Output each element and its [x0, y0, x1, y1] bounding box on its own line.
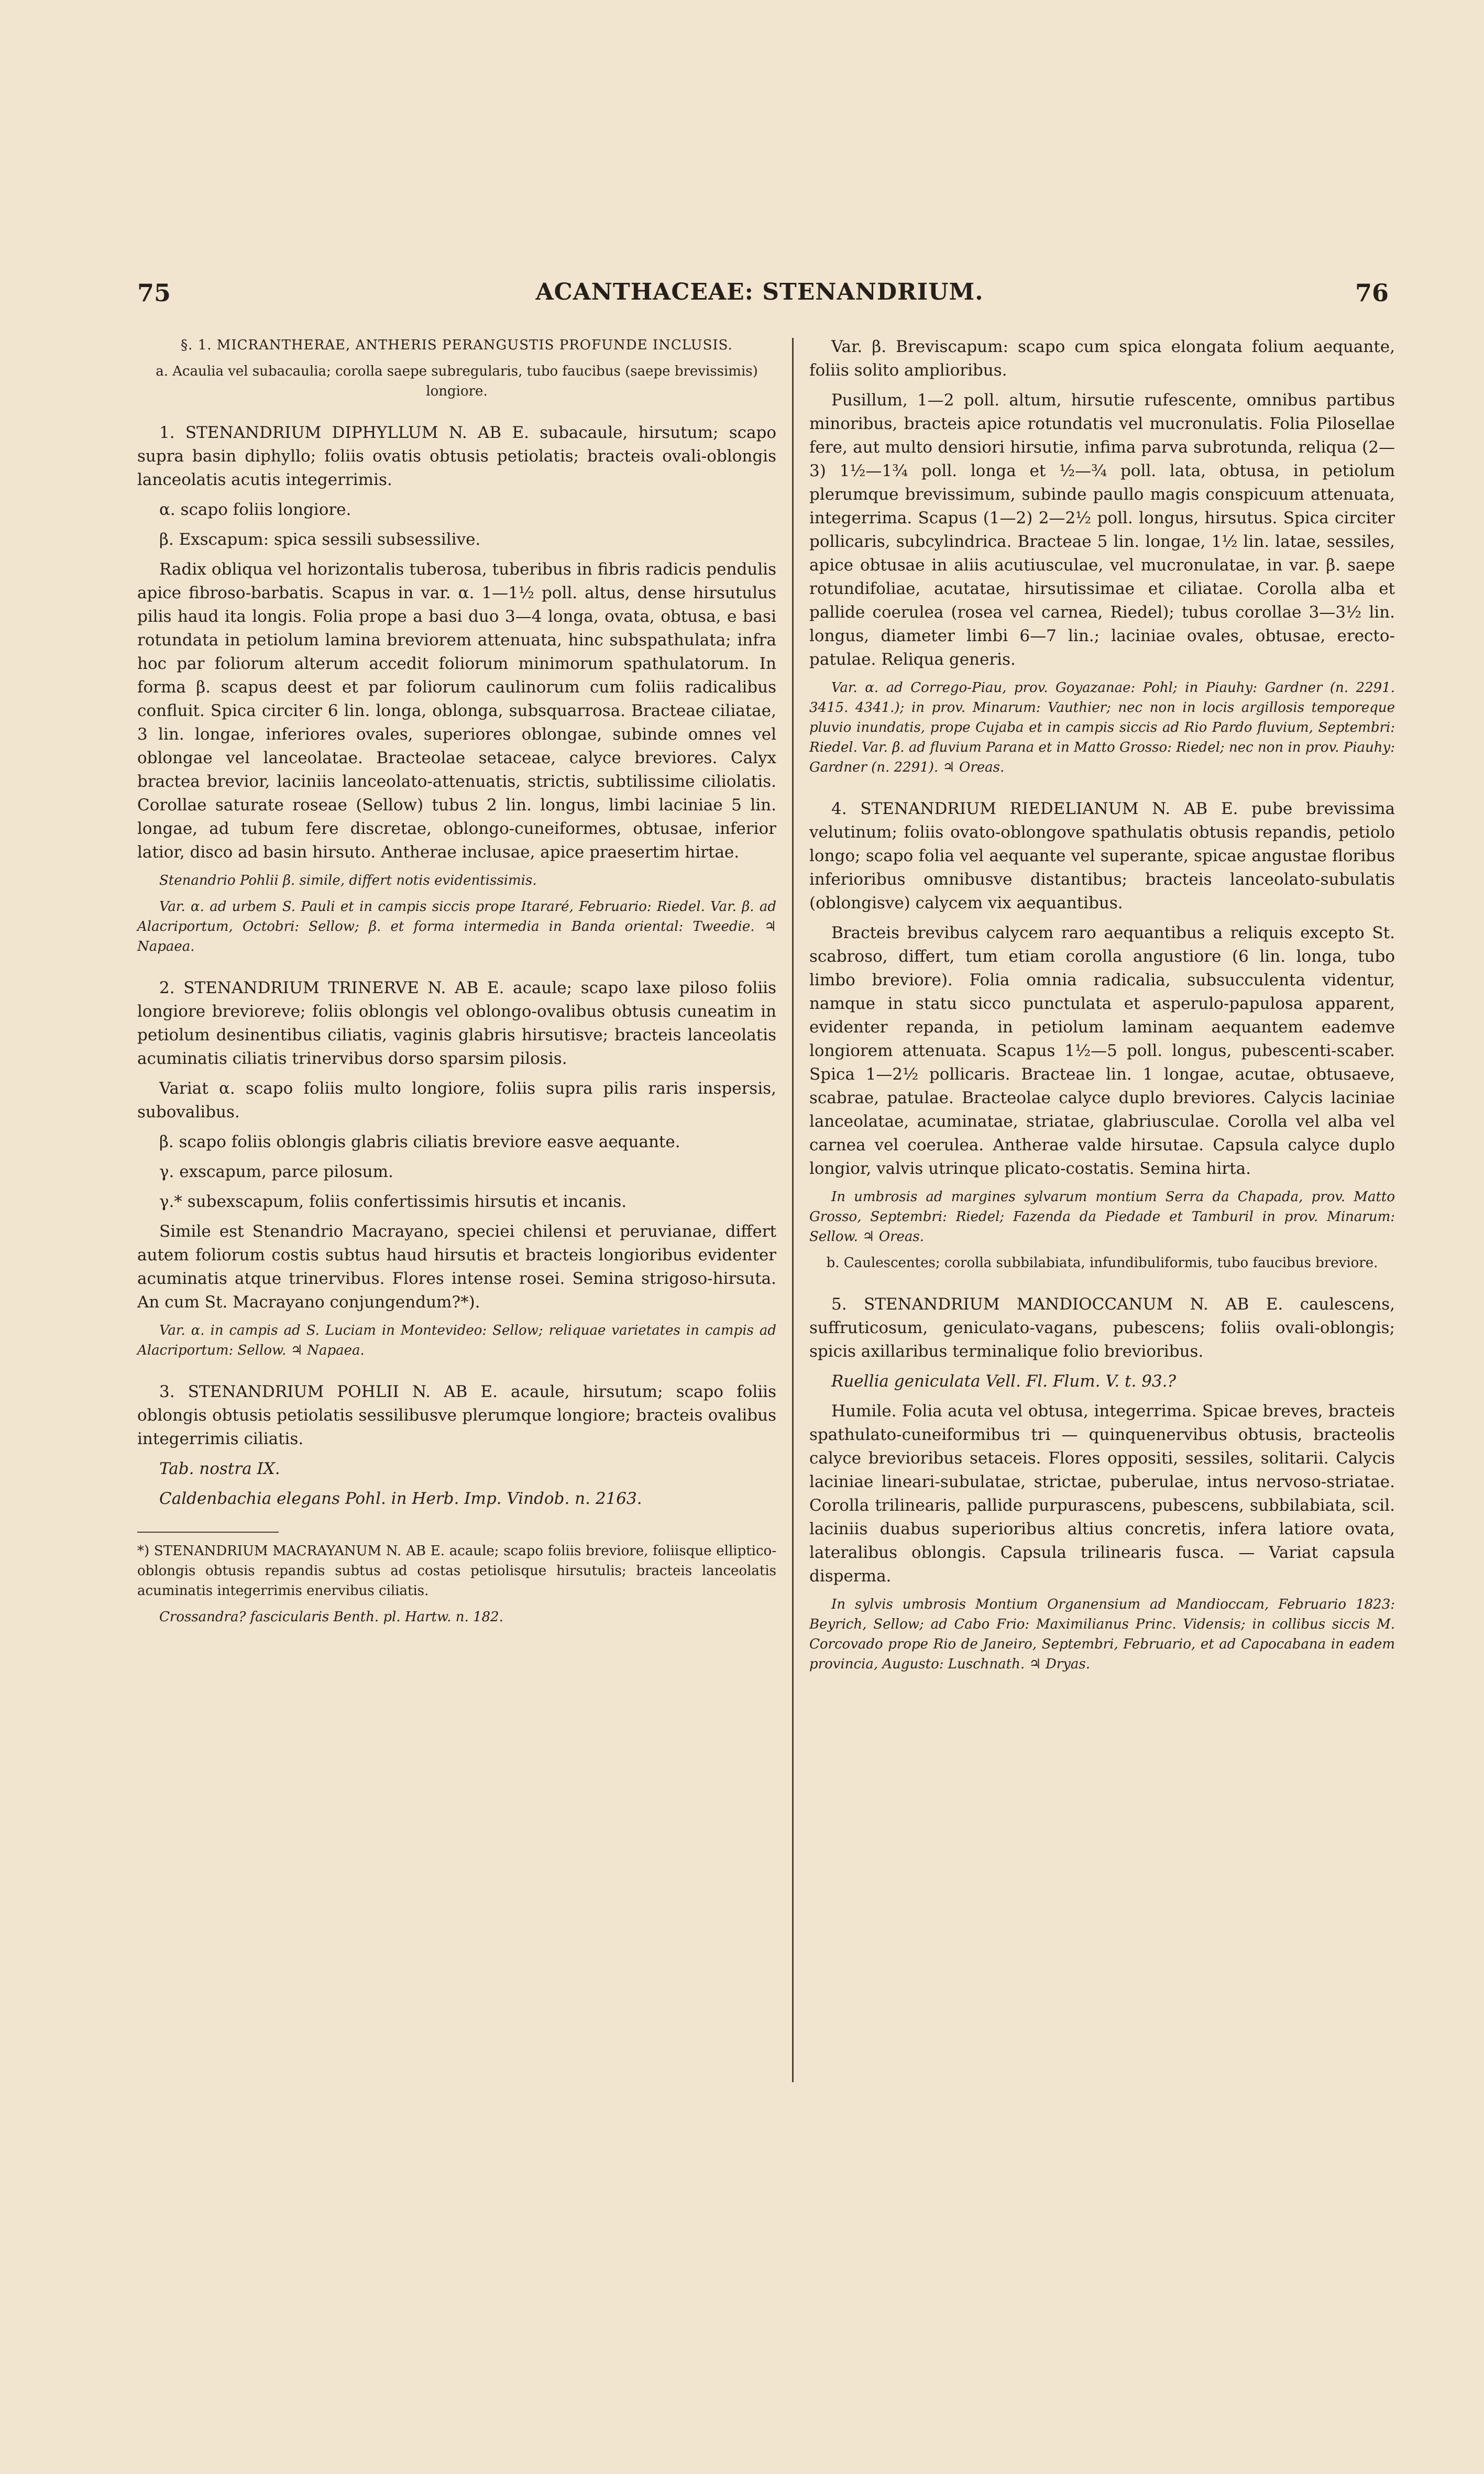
section-heading: §. 1. MICRANTHERAE, ANTHERIS PERANGUSTIS PROFUNDE INCLUSIS. — [181, 337, 733, 353]
synonym: Ruellia geniculata Vell. Fl. Flum. V. t. 93.? — [831, 1372, 1177, 1391]
variety-line: β. Exscapum: spica sessili subsessilive. — [159, 530, 481, 549]
subsection-heading: a. Acaulia vel subacaulia; corolla saepe subregularis, tubo faucibus (saepe brevissimis) longiore. — [156, 364, 758, 399]
locality: In umbrosis ad margines sylvarum montium Serra da Chapada, prov. Matto Grosso, Septembri: Riedel; Fazenda da Piedade et Tamburil in prov. Minarum: Sellow. ♃ Oreas. — [809, 1189, 1395, 1245]
description: Pusillum, 1—2 poll. altum, hirsutie rufescente, omnibus partibus minoribus, bracteis apice rotundatis vel mucronulatis. Folia Pilosellae fere, aut multo densiori hirsutie, infima parva subrotunda, reliqua (2—3) 1½—1¾ poll. longa et ½—¾ poll. lata, obtusa, in petiolum plerumque brevissimum, subinde paullo magis conspicuum attenuata, integerrima. Scapus (1—2) 2—2½ poll. longus, hirsutus. Spica circiter pollicaris, subcylindrica. Bracteae 5 lin. longae, 1½ lin. latae, sessiles, apice obtusae in aliis acutiusculae, vel mucronulatae, in var. β. saepe rotundifoliae, acutatae, hirsutissimae et ciliatae. Corolla alba et pallide coerulea (rosea vel carnea, Riedel); tubus corollae 3—3½ lin. longus, diameter limbi 6—7 lin.; laciniae ovales, obtusae, erecto-patulae. Reliqua generis. — [809, 391, 1395, 669]
description: Humile. Folia acuta vel obtusa, integerrima. Spicae breves, bracteis spathulato-cuneiformibus tri — quinquenervibus obtusis, bracteolis calyce brevioribus setaceis. Flores oppositi, sessiles, solitarii. Calycis laciniae lineari-subulatae, strictae, puberulae, intus nervoso-striatae. Corolla trilinearis, pallide purpurascens, pubescens, subbilabiata, scil. laciniis duabus superioribus altius concretis, infera latiore ovata, lateralibus oblongis. Capsula trilinearis fusca. — Variat capsula disperma. — [809, 1402, 1395, 1586]
note: Stenandrio Pohlii β. simile, differt notis evidentissimis. — [159, 873, 537, 888]
page-number-right: 76 — [1355, 279, 1389, 307]
locality: Var. α. ad Corrego-Piau, prov. Goyazanae: Pohl; in Piauhy: Gardner (n. 2291. 3415. 4341.); in prov. Minarum: Vauthier; nec non in locis argillosis temporeque pluvio inundatis, prope Cujaba et in campis siccis ad Rio Pardo fluvium, Septembri: Riedel. Var. β. ad fluvium Parana et in Matto Grosso: Riedel; nec non in prov. Piauhy: Gardner (n. 2291). ♃ Oreas. — [809, 680, 1395, 775]
footnote-rule — [137, 1532, 279, 1533]
species-diagnosis: 2. STENANDRIUM TRINERVE N. AB E. acaule; scapo laxe piloso foliis longiore brevioreve; foliis oblongis vel oblongo-ovalibus obtusis cuneatim in petiolum desinentibus ciliatis, vaginis glabris hirsutisve; bracteis lanceolatis acuminatis ciliatis trinervibus dorso sparsim pilosis. — [137, 978, 776, 1068]
variety-line: Variat α. scapo foliis multo longiore, foliis supra pilis raris inspersis, subovalibus. — [137, 1079, 776, 1121]
right-column — [809, 335, 1395, 1680]
variety-line: β. scapo foliis oblongis glabris ciliatis breviore easve aequante. — [159, 1132, 680, 1151]
species-diagnosis: 1. STENANDRIUM DIPHYLLUM N. AB E. subacaule, hirsutum; scapo supra basin diphyllo; foliis ovatis obtusis petiolatis; bracteis ovali-oblongis lanceolatis acutis integerrimis. — [137, 423, 776, 489]
running-title: ACANTHACEAE: STENANDRIUM. — [535, 279, 984, 305]
page-number-left: 75 — [137, 279, 171, 307]
description: Radix obliqua vel horizontalis tuberosa, tuberibus in fibris radicis pendulis apice fibroso-barbatis. Scapus in var. α. 1—1½ poll. altus, dense hirsutulus pilis haud ita longis. Folia prope a basi duo 3—4 longa, ovata, obtusa, e basi rotundata in petiolum lamina breviorem attenuata, hinc subspathulata; infra hoc par foliorum alterum accedit foliorum minimorum spathulatorum. In forma β. scapus deest et par foliorum caulinorum cum foliis radicalibus confluit. Spica circiter 6 lin. longa, oblonga, subsquarrosa. Bracteae ciliatae, 3 lin. longae, inferiores ovales, superiores oblongae, subinde omnes vel oblongae vel lanceolatae. Bracteolae setaceae, calyce breviores. Calyx bractea brevior, laciniis lanceolato-attenuatis, strictis, subtilissime ciliolatis. Corollae saturate roseae (Sellow) tubus 2 lin. longus, limbi laciniae 5 lin. longae, ad tubum fere discretae, oblongo-cuneiformes, obtusae, inferior latior, disco ad basin hirsuto. Antherae inclusae, apice praesertim hirtae. — [137, 560, 776, 862]
footnote-synonym: Crossandra? fascicularis Benth. pl. Hartw. n. 182. — [159, 1609, 503, 1625]
description: Bracteis brevibus calycem raro aequantibus a reliquis excepto St. scabroso, differt, tum etiam corolla angustiore (6 lin. longa, tubo limbo breviore). Folia omnia radicalia, subsucculenta videntur, namque in statu sicco punctulata et asperulo-papulosa apparent, evidenter repanda, in petiolum laminam aequantem eademve longiorem attenuata. Scapus 1½—5 poll. longus, pubescenti-scaber. Spica 1—2½ pollicaris. Bracteae lin. 1 longae, acutae, obtusaeve, scabrae, patulae. Bracteolae calyce duplo breviores. Calycis laciniae lanceolatae, acuminatae, striatae, glabriusculae. Corolla vel alba vel carnea vel coerulea. Antherae valde hirsutae. Capsula calyce duplo longior, valvis utrinque plicato-costatis. Semina hirta. — [809, 923, 1395, 1178]
footnote: *) STENANDRIUM MACRAYANUM N. AB E. acaule; scapo foliis breviore, foliisque elliptico-oblongis obtusis repandis subtus ad costas petiolisque hirsutulis; bracteis lanceolatis acuminatis integerrimis enervibus ciliatis. — [137, 1543, 776, 1599]
locality: Var. α. in campis ad S. Luciam in Montevideo: Sellow; reliquae varietates in campis ad Alacriportum: Sellow. ♃ Napaea. — [137, 1323, 776, 1358]
species-diagnosis: 5. STENANDRIUM MANDIOCCANUM N. AB E. caulescens, suffruticosum, geniculato-vagans, pubescens; foliis ovali-oblongis; spicis axillaribus terminalique folio brevioribus. — [809, 1295, 1395, 1361]
variety-line: Var. β. Breviscapum: scapo cum spica elongata folium aequante, foliis solito amplioribus. — [809, 337, 1395, 380]
synonym: Caldenbachia elegans Pohl. in Herb. Imp. Vindob. n. 2163. — [159, 1489, 642, 1508]
locality: Var. α. ad urbem S. Pauli et in campis siccis prope Itararé, Februario: Riedel. Var. β. ad Alacriportum, Octobri: Sellow; β. et forma intermedia in Banda oriental: Tweedie. ♃ Napaea. — [137, 899, 776, 954]
page-header — [0, 279, 1484, 310]
description: Simile est Stenandrio Macrayano, speciei chilensi et peruvianae, differt autem foliorum costis subtus haud hirsutis et bracteis longioribus evidenter acuminatis atque trinervibus. Flores intense rosei. Semina strigoso-hirsuta. An cum St. Macrayano conjungendum?*). — [137, 1222, 776, 1312]
locality: In sylvis umbrosis Montium Organensium ad Mandioccam, Februario 1823: Beyrich, Sellow; ad Cabo Frio: Maximilianus Princ. Vidensis; in collibus siccis M. Corcovado prope Rio de Janeiro, Septembri, Februario, et ad Capocabana in eadem provincia, Augusto: Luschnath. ♃ Dryas. — [809, 1597, 1395, 1672]
variety-line: γ.* subexscapum, foliis confertissimis hirsutis et incanis. — [159, 1192, 627, 1211]
variety-line: γ. exscapum, parce pilosum. — [159, 1162, 393, 1181]
species-diagnosis: 4. STENANDRIUM RIEDELIANUM N. AB E. pube brevissima velutinum; foliis ovato-oblongove spathulatis obtusis repandis, petiolo longo; scapo folia vel aequante vel superante, spicae angustae floribus inferioribus omnibusve distantibus; bracteis lanceolato-subulatis (oblongisve) calycem vix aequantibus. — [809, 799, 1395, 912]
subsection-heading: b. Caulescentes; corolla subbilabiata, infundibuliformis, tubo faucibus breviore. — [826, 1255, 1378, 1271]
variety-line: α. scapo foliis longiore. — [159, 500, 351, 519]
column-divider — [792, 338, 794, 2082]
species-diagnosis: 3. STENANDRIUM POHLII N. AB E. acaule, hirsutum; scapo foliis oblongis obtusis petiolatis sessilibusve plerumque longiore; bracteis ovalibus integerrimis ciliatis. — [137, 1382, 776, 1448]
plate-reference: Tab. nostra IX. — [159, 1459, 280, 1478]
left-column — [137, 335, 776, 1633]
